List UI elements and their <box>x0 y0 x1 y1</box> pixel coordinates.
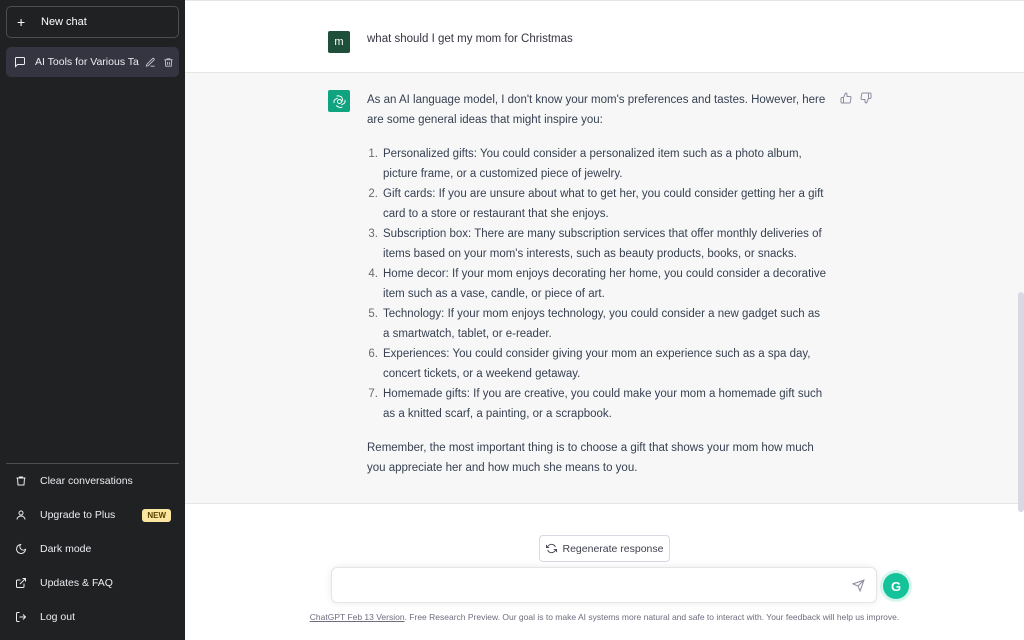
thumbs-up-icon[interactable] <box>840 92 852 104</box>
regenerate-response-button[interactable] <box>539 535 670 562</box>
feedback-buttons <box>840 92 872 104</box>
new-chat-label: New chat <box>41 16 87 28</box>
scrollbar[interactable] <box>1018 292 1024 512</box>
list-item-text: Technology: If your mom enjoys technology, you could consider a new gadget such as a smartwatch, tablet, or e-reader. <box>383 308 821 340</box>
version-link[interactable]: ChatGPT Feb 13 Version <box>309 612 405 622</box>
assistant-message-content <box>367 90 829 492</box>
user-message-text: what should I get my mom for Christmas <box>367 33 573 45</box>
list-item <box>367 384 829 424</box>
user-message <box>185 0 1024 73</box>
footer-disclaimer <box>185 612 1024 622</box>
user-icon <box>14 508 28 522</box>
list-number: 4. <box>368 268 378 280</box>
dark-mode-label: Dark mode <box>40 543 92 555</box>
trash-icon[interactable] <box>161 55 175 69</box>
list-item <box>367 344 829 384</box>
list-number: 5. <box>368 308 378 320</box>
log-out-button[interactable] <box>6 600 179 634</box>
dark-mode-button[interactable] <box>6 532 179 566</box>
log-out-label: Log out <box>40 611 76 623</box>
list-item <box>367 184 829 224</box>
assistant-message <box>185 73 1024 504</box>
list-item-text: Subscription box: There are many subscription services that offer monthly deliveries of items based on your mom's interests, such as beauty products, books, or snacks. <box>383 228 822 260</box>
list-number: 7. <box>368 388 378 400</box>
upgrade-to-plus-label: Upgrade to Plus <box>40 509 116 521</box>
list-item-text: Homemade gifts: If you are creative, you could make your mom a homemade gift such as a knitted scarf, a painting, or a scrapbook. <box>383 388 823 420</box>
updates-faq-link[interactable] <box>6 566 179 600</box>
list-item-text: Personalized gifts: You could consider a personalized item such as a photo album, picture frame, or a customized piece of jewelry. <box>383 148 802 180</box>
plus-icon: + <box>17 14 26 30</box>
list-number: 1. <box>368 148 378 160</box>
grammarly-icon[interactable]: G <box>883 573 909 599</box>
openai-logo-icon <box>328 90 350 112</box>
thumbs-down-icon[interactable] <box>860 92 872 104</box>
trash-icon <box>14 474 28 488</box>
list-item-text: Home decor: If your mom enjoys decorating her home, you could consider a decorative item such as a vase, candle, or piece of art. <box>383 268 826 300</box>
new-chat-button[interactable] <box>6 6 179 38</box>
gift-ideas-list <box>367 144 829 424</box>
updates-faq-label: Updates & FAQ <box>40 577 113 589</box>
logout-icon <box>14 610 28 624</box>
chat-main <box>185 0 1024 640</box>
footer-text: . Free Research Preview. Our goal is to make AI systems more natural and safe to interact with. Your feedback will help us improve. <box>404 612 900 622</box>
edit-icon[interactable] <box>143 55 157 69</box>
list-number: 3. <box>368 228 378 240</box>
list-item <box>367 144 829 184</box>
list-item <box>367 264 829 304</box>
upgrade-to-plus-button[interactable] <box>6 498 179 532</box>
message-input-container <box>331 567 877 603</box>
assistant-intro: As an AI language model, I don't know your mom's preferences and tastes. However, here are some general ideas that might inspire you: <box>367 94 826 126</box>
conversation-label: AI Tools for Various Ta <box>35 56 139 68</box>
external-link-icon <box>14 576 28 590</box>
conversation-item[interactable] <box>6 47 179 77</box>
regenerate-label: Regenerate response <box>562 542 664 555</box>
message-input[interactable] <box>342 577 832 595</box>
list-item <box>367 224 829 264</box>
sidebar <box>0 0 185 640</box>
moon-icon <box>14 542 28 556</box>
list-number: 6. <box>368 348 378 360</box>
new-badge: NEW <box>142 509 171 522</box>
sidebar-footer-menu <box>6 463 179 634</box>
list-number: 2. <box>368 188 378 200</box>
list-item-text: Experiences: You could consider giving your mom an experience such as a spa day, concert tickets, or a weekend getaway. <box>383 348 811 380</box>
list-item-text: Gift cards: If you are unsure about what to get her, you could consider getting her a gift card to a store or restaurant that she enjoys. <box>383 188 824 220</box>
refresh-icon <box>546 543 557 554</box>
clear-conversations-button[interactable] <box>6 464 179 498</box>
chat-bubble-icon <box>14 56 26 68</box>
clear-conversations-label: Clear conversations <box>40 475 133 487</box>
user-avatar: m <box>328 31 350 53</box>
assistant-outro: Remember, the most important thing is to choose a gift that shows your mom how much you appreciate her and how much she means to you. <box>367 442 814 474</box>
send-icon[interactable] <box>852 579 866 593</box>
list-item <box>367 304 829 344</box>
